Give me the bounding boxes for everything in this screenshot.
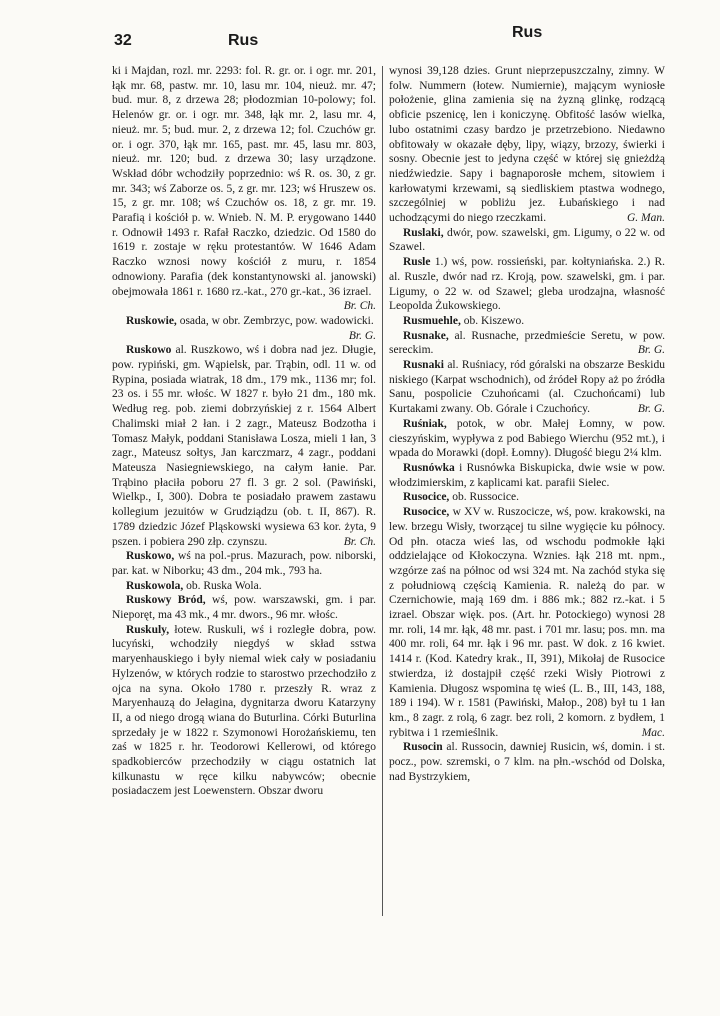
entry-text: łotew. Ruskuli, wś i rozległe dobra, pow. lucyński, wchodziły niegdyś w skład sstwa maryenhauskiego i były niemal wiek cały w posiadaniu Hylzenów, w których rodzie to starostwo przechodziło z ojca na syna. Około 1780 r. przeszły R. wraz z Maryenhauzą do Jełagina, dygnitarza dworu Katarzyny II, a od niego drogą wiana do Buturlina. Córki Buturlina sprzedały je w 1822 r. Szymonowi Horożańskiemu, ten zaś w 1825 r. hr. Teodorowi Kellerowi, od którego spadkobierców przechodziły w ciągu ostatnich lat kilkunastu w ręce kilku nabywców; obecnie posiadaczem jest Loewenstern. Obszar dworu [112, 623, 376, 798]
entry-text: al. Ruszkowo, wś i dobra nad jez. Długie, pow. rypiński, gm. Wąpielsk, par. Trąbin, odl. 11 w. od Rypina, posiada wiatrak, 18 dm., 179 mk., 1136 mr; fol. 23 os. i 55 mr. włośc. W 1827 r. było 21 dm., 180 mk. Według reg. pob. ziemi dobrzyńskiej z r. 1564 Albert Chalimski miał 2 łan. i 2 zagr., Mateusz Bodzotha i Tomasz Małyk, poddani Stanisława Losza, mieli 1 łan, 3 zagr., Mateusz sołtys, Jan karczmarz, 4 zagr., poddani Mateusza Nasiegniewskiego, na całym łanie. Par. Trąbino płaciła poboru 27 fl. 3 gr. 2 sol. (Pawiński, Wielkp., I, 300). Dobra te posiadało prawem zastawu kollegium jezuitów w Grudziądzu (ob. t. II, 867). R. 1789 dziedzic Józef Pląskowski wysiewa 63 kor. żyta, 9 pszen. i pobiera 290 złp. czynszu. [112, 344, 377, 548]
entry-headword: Rusmuehle, [403, 314, 461, 327]
entry-text: ki i Majdan, rozl. mr. 2293: fol. R. gr. or. i ogr. mr. 201, łąk mr. 68, pastw. mr. 10, lasu mr. 104, nieuż. mr. 47; bud. mur. 8, z drzewa 28; płodozmian 10-polowy; fol. Helenów gr. or. i ogr. mr. 348, łąk mr. 2, lasu mr. 4, nieuż. mr. 5; bud. mur. 2, z drzewa 12; fol. Czuchów gr. or. i ogr. 370, łąk mr. 165, past. mr. 45, lasu mr. 803, nieuż. mr. 120; bud. z drzewa 30; lasy urządzone. Wskład dóbr wchodziły poprzednio: wś R. os. 30, z gr. mr. 343; wś Zaborze os. 5, z gr. mr. 123; wś Hruszew os. 15, z gr. mr. 108; wś Czuchów os. 18, z gr. mr. 19. Parafią i kościół p. w. Wnieb. N. M. P. erygowano 1440 r. Odnowił 1493 r. Rafał Raczko, dziedzic. Od 1580 do 1619 r. zostaje w ręku protestantów. W 1646 Adam Raczko wznosi nowy kościół z muru, r. 1854 odnowiony. Parafia (dek konstantynowski al. janowski) obejmowała 1861 r. 1680 rz.-kat., 270 gr.-kat., 36 izrael. [112, 65, 376, 298]
entry-headword: Rusocin [403, 741, 443, 754]
entry-text: al. Ruśniacy, ród góralski na obszarze Beskidu niskiego (Karpat wschodnich), od źródeł Ropy aż po źródła Sanu, pospolicie Czuhońcami (al. Czuchońcami) lub Kurtakami zwany. Ob. Górale i Czuchońcy. [389, 359, 665, 416]
entry-text: potok, w obr. Małej Łomny, w pow. cieszyńskim, wypływa z pod Babiego Wierchu (952 mt.), i wpada do Morawki (dopł. Łomny). Długość biegu 2¼ klm. [389, 417, 666, 460]
entry-headword: Rusnaki [403, 359, 444, 372]
dictionary-entry [112, 593, 376, 622]
dictionary-entry [389, 740, 665, 784]
entry-signature: Mac. [641, 726, 665, 739]
left-column [112, 64, 376, 799]
column-rule [382, 66, 383, 916]
entry-headword: Ruśniak, [403, 417, 447, 430]
entry-headword: Rusnake, [403, 329, 449, 342]
dictionary-entry [389, 255, 665, 314]
entry-text: al. Rusnache, przedmieście Seretu, w pow. sereckim. [389, 329, 665, 357]
entry-text: ob. Kiszewo. [463, 314, 525, 327]
entry-text: i Rusnówka Biskupicka, dwie wsie w pow. włodzimierskim, z kaplicami kat. parafii Sielec. [389, 461, 665, 489]
dictionary-entry [389, 314, 665, 329]
right-column [389, 64, 665, 784]
entry-text: wś, pow. warszawski, gm. i par. Nieporęt, ma 43 mk., 4 mr. dwors., 96 mr. włośc. [112, 594, 376, 622]
dictionary-entry [389, 461, 665, 490]
entry-signature: Br. G. [348, 329, 376, 342]
entry-signature: G. Man. [626, 212, 665, 225]
dictionary-entry [389, 226, 665, 255]
dictionary-entry [389, 490, 665, 505]
dictionary-entry [389, 329, 665, 358]
entry-text: wynosi 39,128 dzies. Grunt nieprzepuszczalny, zimny. W folw. Nummern (łotew. Numiernie), mającym wyniosłe położenie, glina zamienia się na żyzną glinkę, rodzącą obficie pszenicę, len i koniczynę. Obfitość lasów wielka, lubo ostatnimi czasy bardzo je przetrzebiono. Niedawno obfitowały w okazałe dęby, lipy, wiązy, brzozy, świerki i sosny. Obecnie jest to jedyna część w której się gnieżdżą niedźwiedzie. Sapy i bagnaporosłe mchem, sitowiem i karłowatymi krzewami, są siedliskiem ptastwa wodnego, szczególniej w pobliżu jez. Łubańskiego i nad uchodzącymi do niego rzeczkami. [389, 65, 665, 225]
entry-text: al. Russocin, dawniej Rusicin, wś, domin. i st. pocz., pow. szremski, o 7 klm. na płn.-wschód od Dolska, nad Bystrzykiem, [389, 741, 665, 783]
entry-headword: Ruskuly, [126, 623, 170, 636]
dictionary-entry [112, 314, 376, 343]
dictionary-entry [112, 549, 376, 578]
entry-text: dwór, pow. szawelski, gm. Ligumy, o 22 w. od Szawel. [389, 226, 666, 254]
entry-headword: Ruslaki, [403, 226, 444, 239]
dictionary-entry [112, 64, 376, 314]
entry-text: wś na pol.-prus. Mazurach, pow. niborski, par. kat. w Niborku; 43 dm., 204 mk., 793 ha. [112, 550, 376, 577]
entry-headword: Ruskowie, [126, 314, 177, 327]
entry-headword: Rusocice, [403, 506, 450, 519]
entry-text: 1.) wś, pow. rossieński, par. kołtyniańska. 2.) R. al. Ruszle, dwór nad rz. Kroją, pow. szawelski, gm. i par. Ligumy, o 22 w. od Szawel; gleba urodzajna, własność Leopolda Żukowskiego. [389, 256, 665, 313]
running-head-left: Rus [228, 32, 259, 49]
dictionary-entry [389, 505, 665, 740]
entry-headword: Ruskowy Bród, [126, 594, 206, 607]
entry-signature: Br. G. [637, 403, 665, 416]
dictionary-entry [389, 358, 665, 417]
dictionary-entry [389, 64, 665, 226]
dictionary-entry [389, 417, 665, 461]
entry-headword: Rusnówka [403, 461, 455, 474]
entry-signature: Br. G. [637, 344, 665, 357]
entry-text: osada, w obr. Zembrzyc, pow. wadowicki. [179, 314, 374, 327]
entry-text: ob. Russocice. [452, 491, 519, 504]
entry-signature: Br. Ch. [343, 535, 376, 548]
dictionary-entry [112, 579, 376, 594]
entry-signature: Br. Ch. [343, 300, 376, 313]
entry-text: w XV w. Ruszocicze, wś, pow. krakowski, na lew. brzegu Wisły, tworzącej tu silne wygięcie ku północy. Od płn. otacza wieś las, od wschodu podmokłe łąki oddzielające od Kłokoczyna. Wznies. łąk 218 mt. npm., wzgórze zaś na północ od wsi 324 mt. Na zachód styka się z południową częścią Kamienia. R. należą do par. w Czernichowie, mają 169 dm. i 886 mk.; 882 rz.-kat. i 5 izrael. Obszar więk. pos. (Art. hr. Potockiego) wynosi 28 mr. roli, 14 mr. łąk, 48 mr. past. i 701 mr. lasu; pos. mn. ma 400 mr. roli, 64 mr. łąk i 96 mr. past. W dok. z 16 kwiet. 1414 r. (Kod. Katedry krak., II, 391), Mikołaj de Rusocice stwierdza, iż dostajpił część rzeki Wisły Piotrowi z Kamienia. Długosz wspomina tę wieś (L. B., III, 143, 188, 189 i 194). W r. 1581 (Pawiński, Małop., 208) był tu 1 łan km., 8 zagr. z rolą, 6 zagr. bez roli, 2 komorn. z bydłem, 1 rybitwa i 1 rzemieślnik. [389, 506, 666, 739]
entry-headword: Rusocice, [403, 491, 450, 504]
entry-headword: Ruskowola, [126, 579, 184, 592]
entry-headword: Ruskowo [126, 344, 172, 357]
entry-headword: Rusle [403, 256, 431, 269]
dictionary-entry [112, 343, 376, 549]
dictionary-entry [112, 623, 376, 799]
entry-text: ob. Ruska Wola. [186, 579, 262, 592]
entry-headword: Ruskowo, [126, 550, 175, 563]
page-number: 32 [114, 32, 132, 49]
running-head-right: Rus [512, 24, 543, 41]
